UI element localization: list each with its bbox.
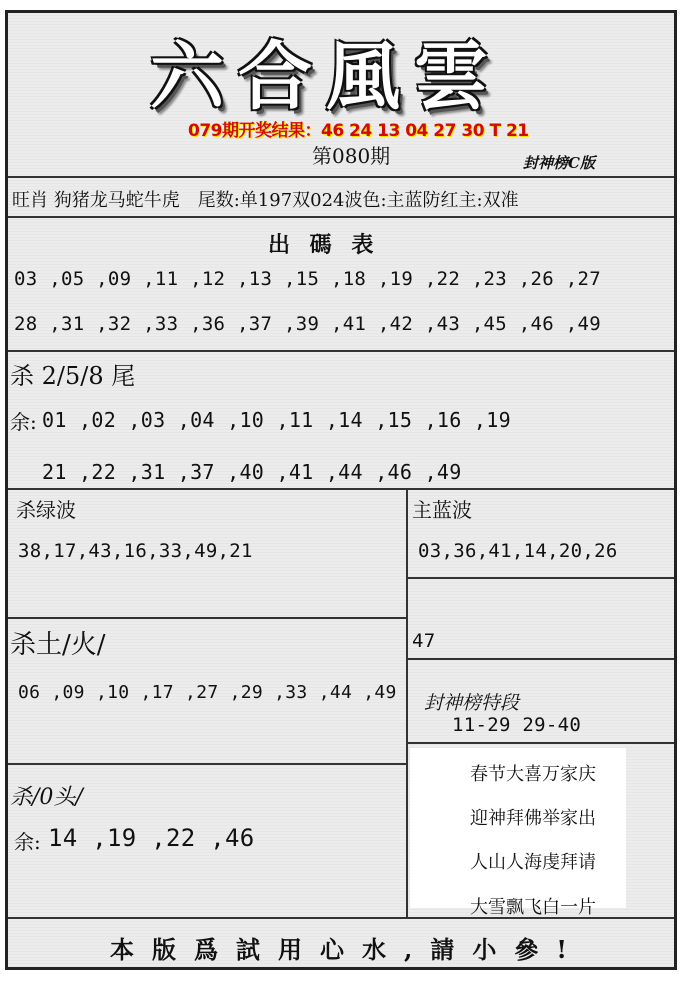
column-divider: [406, 488, 408, 918]
poem-line-1: 春节大喜万家庆: [470, 764, 596, 785]
footer-note: 本版爲試用心水,請小參!: [110, 935, 585, 964]
poem-line-2: 迎神拜佛举家出: [470, 808, 596, 829]
chuma-title: 出 碼 表: [268, 232, 380, 258]
previous-result: 079期开奖结果：46 24 13 04 27 30 T 21: [188, 121, 529, 141]
special-ranges: 11-29 29-40: [452, 714, 582, 736]
hot-zodiac-line: 旺肖 狗猪龙马蛇牛虎 尾数:单197双024波色:主蓝防红主:双准: [12, 190, 519, 211]
divider: [8, 488, 674, 490]
kill-tail-prefix: 余:: [10, 410, 37, 434]
kill-element-title: 杀土/火/: [10, 630, 106, 660]
main-blue-title: 主蓝波: [412, 498, 472, 522]
divider: [8, 617, 408, 619]
single-number: 47: [412, 630, 436, 652]
divider: [8, 176, 674, 178]
kill-green-title: 杀绿波: [16, 498, 76, 522]
divider: [8, 216, 674, 218]
poem-line-4: 大雪飘飞白一片: [470, 897, 596, 918]
chuma-row-2: 28 ,31 ,32 ,33 ,36 ,37 ,39 ,41 ,42 ,43 ,45 ,46 ,49: [14, 313, 601, 335]
logo-title: 六合風雲: [150, 34, 502, 120]
kill-head-title: 杀/0头/: [10, 785, 83, 810]
kill-tail-row-2: 21 ,22 ,31 ,37 ,40 ,41 ,44 ,46 ,49: [42, 460, 462, 484]
divider: [408, 742, 674, 744]
kill-tail-title: 杀 2/5/8 尾: [10, 362, 136, 390]
chuma-row-1: 03 ,05 ,09 ,11 ,12 ,13 ,15 ,18 ,19 ,22 ,23 ,26 ,27: [14, 268, 601, 290]
divider: [408, 577, 674, 579]
special-title: 封神榜特段: [424, 692, 520, 714]
kill-head-prefix: 余:: [14, 830, 41, 854]
kill-element-numbers: 06 ,09 ,10 ,17 ,27 ,29 ,33 ,44 ,49: [18, 682, 397, 703]
kill-tail-row-1: 01 ,02 ,03 ,04 ,10 ,11 ,14 ,15 ,16 ,19: [42, 408, 511, 432]
divider: [8, 763, 408, 765]
edition-label: 封神榜C版: [523, 154, 595, 172]
kill-green-numbers: 38,17,43,16,33,49,21: [18, 540, 253, 562]
divider: [8, 350, 674, 352]
issue-number: 第080期: [312, 144, 391, 168]
poem-line-3: 人山人海虔拜请: [470, 852, 596, 873]
divider: [408, 658, 674, 660]
kill-head-numbers: 14 ,19 ,22 ,46: [48, 824, 255, 852]
main-blue-numbers: 03,36,41,14,20,26: [418, 540, 618, 562]
